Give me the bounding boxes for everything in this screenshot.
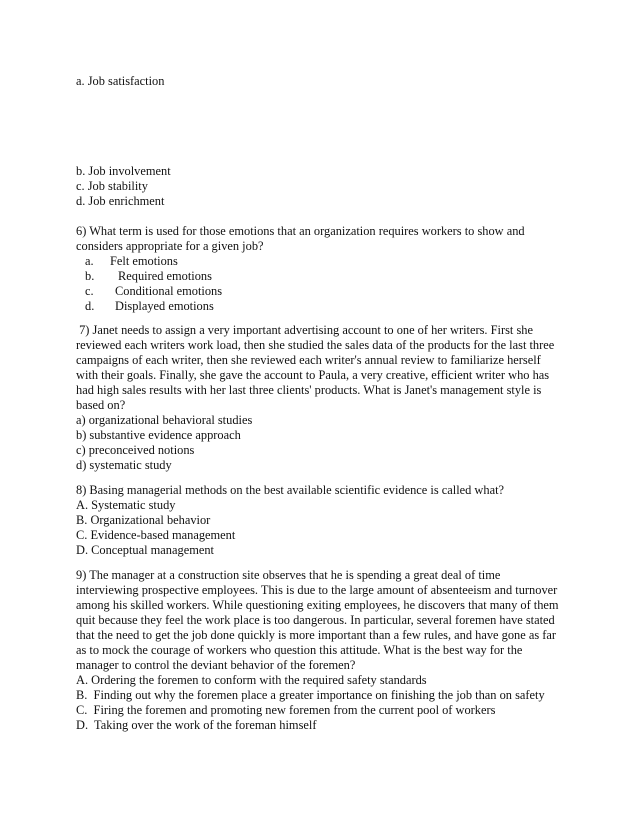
question-7-option-d: d) systematic study (76, 458, 172, 472)
question-7-line-4: with their goals. Finally, she gave the account to Paula, a very creative, efficient writer who has (76, 368, 550, 382)
question-9-option-c: C. Firing the foremen and promoting new foremen from the current pool of workers (76, 703, 496, 717)
question-8-option-b: B. Organizational behavior (76, 513, 211, 527)
question-6-line-1: 6) What term is used for those emotions that an organization requires workers to show and (76, 224, 525, 238)
question-9-line-6: as to mock the courage of workers who question this attitude. What is the best way for the (76, 643, 523, 657)
question-7-line-1: 7) Janet needs to assign a very important advertising account to one of her writers. First she (76, 323, 533, 337)
question-7-line-5: had high sales results with her last three clients' products. What is Janet's management style is (76, 383, 542, 397)
question-7-option-b: b) substantive evidence approach (76, 428, 241, 442)
answer-option-b: b. Job involvement (76, 164, 171, 178)
question-7-option-c: c) preconceived notions (76, 443, 195, 457)
question-9-option-a: A. Ordering the foremen to conform with the required safety standards (76, 673, 427, 687)
question-9-line-1: 9) The manager at a construction site observes that he is spending a great deal of time (76, 568, 501, 582)
question-6-option-letter: a. (85, 254, 94, 268)
question-6-line-2: considers appropriate for a given job? (76, 239, 264, 253)
question-9-line-3: among his skilled workers. While questioning exiting employees, he discovers that many of them (76, 598, 559, 612)
question-6-option-text: Conditional emotions (115, 284, 223, 298)
question-8-option-c: C. Evidence-based management (76, 528, 236, 542)
question-9-line-4: quit because they feel the work place is too dangerous. In particular, several foremen have stated (76, 613, 555, 627)
question-6-option-text: Required emotions (118, 269, 212, 283)
question-6-option-text: Felt emotions (110, 254, 178, 268)
question-9-line-7: manager to control the deviant behavior of the foremen? (76, 658, 356, 672)
question-7-line-3: campaigns of each writer, then she reviewed each writer's annual review to familiarize herself (76, 353, 541, 367)
question-7-line-2: reviewed each writers work load, then she studied the sales data of the products for the last three (76, 338, 555, 352)
question-8-line-1: 8) Basing managerial methods on the best available scientific evidence is called what? (76, 483, 505, 497)
answer-option-a: a. Job satisfaction (76, 74, 165, 88)
answer-option-d: d. Job enrichment (76, 194, 165, 208)
answer-option-c: c. Job stability (76, 179, 148, 193)
question-9-option-b: B. Finding out why the foremen place a greater importance on finishing the job than on safety (76, 688, 545, 702)
question-6-option-text: Displayed emotions (115, 299, 214, 313)
question-9-line-5: that the need to get the job done quickly is more important than a few rules, and have gone as far (76, 628, 556, 642)
question-6-option-letter: c. (85, 284, 94, 298)
question-9-option-d: D. Taking over the work of the foreman himself (76, 718, 317, 732)
question-8-option-a: A. Systematic study (76, 498, 176, 512)
question-9-line-2: interviewing prospective employees. This is due to the large amount of absenteeism and turnover (76, 583, 558, 597)
question-6-option-letter: b. (85, 269, 95, 283)
question-6-option-letter: d. (85, 299, 95, 313)
question-7-option-a: a) organizational behavioral studies (76, 413, 253, 427)
question-7-line-6: based on? (76, 398, 126, 412)
question-8-option-d: D. Conceptual management (76, 543, 214, 557)
